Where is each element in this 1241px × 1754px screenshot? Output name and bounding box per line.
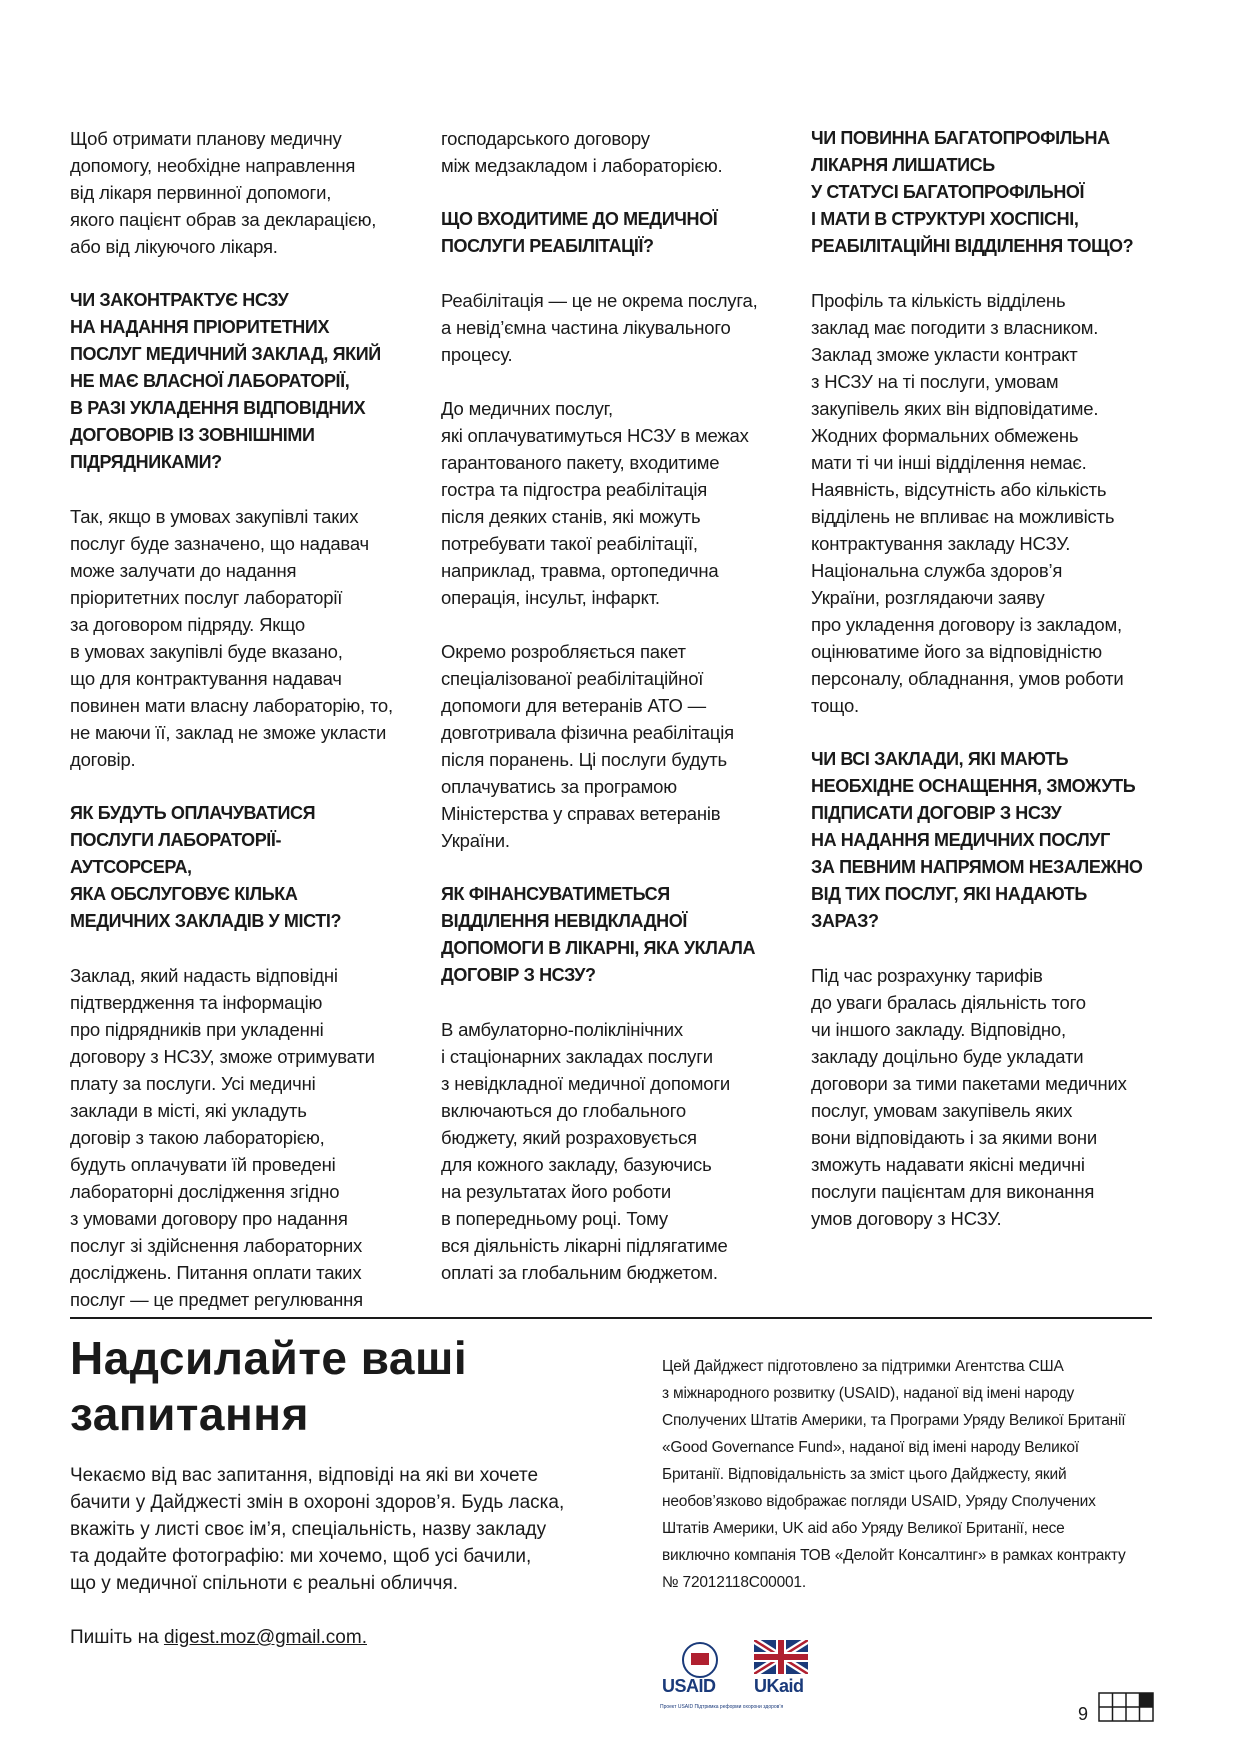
text-line: будуть оплачувати їй проведені bbox=[70, 1154, 336, 1175]
text-line: Сполучених Штатів Америки, та Програми Уряду Великої Британії bbox=[662, 1412, 1126, 1429]
text-line: про укладення договору із закладом, bbox=[811, 614, 1122, 635]
text-line: Наявність, відсутність або кількість bbox=[811, 479, 1107, 500]
text-line: ПОСЛУГИ ЛАБОРАТОРІЇ-АУТСОРСЕРА, bbox=[70, 830, 282, 877]
question-heading bbox=[811, 125, 1156, 260]
text-line: процесу. bbox=[441, 344, 513, 365]
column-3 bbox=[811, 125, 1156, 1259]
text-line: ЗАРАЗ? bbox=[811, 911, 879, 931]
disclaimer bbox=[662, 1353, 1157, 1596]
text-line: послуг — це предмет регулювання bbox=[70, 1289, 363, 1310]
text-line: пріоритетних послуг лабораторії bbox=[70, 587, 343, 608]
text-line: з міжнародного розвитку (USAID), наданої від імені народу bbox=[662, 1385, 1075, 1402]
text-line: лабораторні дослідження згідно bbox=[70, 1181, 340, 1202]
union-flag-icon bbox=[754, 1640, 808, 1674]
text-line: гарантованого пакету, входитиме bbox=[441, 452, 720, 473]
text-line: плату за послуги. Усі медичні bbox=[70, 1073, 316, 1094]
text-line: на результатах його роботи bbox=[441, 1181, 672, 1202]
text-line: наприклад, травма, ортопедична bbox=[441, 560, 719, 581]
text-line: про підрядників при укладенні bbox=[70, 1019, 324, 1040]
text-line: що для контрактування надавач bbox=[70, 668, 342, 689]
text-line: закладу доцільно буде укладати bbox=[811, 1046, 1084, 1067]
text-line: ПІДРЯДНИКАМИ? bbox=[70, 452, 222, 472]
text-line: мати ті чи інші відділення немає. bbox=[811, 452, 1087, 473]
text-line: «Good Governance Fund», наданої від імені народу Великої bbox=[662, 1439, 1079, 1456]
text-line: гостра та підгостра реабілітація bbox=[441, 479, 708, 500]
text-line: договір з такою лабораторією, bbox=[70, 1127, 325, 1148]
text-line: які оплачуватимуться НСЗУ в межах bbox=[441, 425, 749, 446]
text-line: для кожного закладу, базуючись bbox=[441, 1154, 712, 1175]
question-heading bbox=[70, 287, 400, 476]
usaid-logo-text: USAID bbox=[662, 1676, 716, 1696]
cta-write-line bbox=[70, 1624, 590, 1651]
text-line: ЗА ПЕВНИМ НАПРЯМОМ НЕЗАЛЕЖНО bbox=[811, 857, 1143, 877]
text-line: Цей Дайджест підготовлено за підтримки Агентства США bbox=[662, 1358, 1064, 1375]
sponsor-logos bbox=[660, 1640, 820, 1702]
text-line: Британії. Відповідальність за зміст цього Дайджесту, який bbox=[662, 1466, 1067, 1483]
text-line: НЕ МАЄ ВЛАСНОЇ ЛАБОРАТОРІЇ, bbox=[70, 371, 350, 391]
text-line: І МАТИ В СТРУКТУРІ ХОСПІСНІ, bbox=[811, 209, 1079, 229]
text-line: Чекаємо від вас запитання, відповіді на які ви хочете bbox=[70, 1465, 539, 1486]
column-1 bbox=[70, 125, 400, 1340]
text-line: ЧИ ПОВИННА БАГАТОПРОФІЛЬНА bbox=[811, 128, 1110, 148]
text-line: в умовах закупівлі буде вказано, bbox=[70, 641, 343, 662]
text-line: оплаті за глобальним бюджетом. bbox=[441, 1262, 718, 1283]
text-line: бюджету, який розраховується bbox=[441, 1127, 697, 1148]
ukaid-logo-text: UKaid bbox=[754, 1676, 804, 1696]
text-line: Національна служба здоров’я bbox=[811, 560, 1063, 581]
text-line: НА НАДАННЯ ПРІОРИТЕТНИХ bbox=[70, 317, 330, 337]
text-line: досліджень. Питання оплати таких bbox=[70, 1262, 362, 1283]
text-line: вся діяльність лікарні підлягатиме bbox=[441, 1235, 728, 1256]
text-line: послуг буде зазначено, що надавач bbox=[70, 533, 369, 554]
text-line: України. bbox=[441, 830, 510, 851]
text-line: тощо. bbox=[811, 695, 859, 716]
text-line: підтвердження та інформацію bbox=[70, 992, 323, 1013]
text-line: послуг, умовам закупівель яких bbox=[811, 1100, 1073, 1121]
text-line: № 72012118C00001. bbox=[662, 1574, 806, 1591]
text-line: допомогу, необхідне направлення bbox=[70, 155, 356, 176]
text-line: ПОСЛУГИ РЕАБІЛІТАЦІЇ? bbox=[441, 236, 654, 256]
usaid-seal-icon bbox=[682, 1642, 718, 1678]
text-line: Під час розрахунку тарифів bbox=[811, 965, 1043, 986]
text-line: Профіль та кількість відділень bbox=[811, 290, 1066, 311]
answer-paragraph bbox=[70, 125, 400, 260]
text-line: послуг зі здійснення лабораторних bbox=[70, 1235, 363, 1256]
text-line: чи іншого закладу. Відповідно, bbox=[811, 1019, 1066, 1040]
text-line: ЧИ ВСІ ЗАКЛАДИ, ЯКІ МАЮТЬ bbox=[811, 749, 1069, 769]
text-line: або від лікуючого лікаря. bbox=[70, 236, 278, 257]
column-2 bbox=[441, 125, 771, 1313]
question-heading bbox=[811, 746, 1156, 935]
text-line: з НСЗУ на ті послуги, умовам bbox=[811, 371, 1059, 392]
text-line: ВІДДІЛЕННЯ НЕВІДКЛАДНОЇ bbox=[441, 911, 687, 931]
logo-caption: Проект USAID Підтримка реформи охорони здоров’я bbox=[660, 1704, 784, 1710]
text-line: ЯК ФІНАНСУВАТИМЕТЬСЯ bbox=[441, 884, 670, 904]
text-line: Заклад зможе укласти контракт bbox=[811, 344, 1078, 365]
text-line: оплачуватись за програмою bbox=[441, 776, 677, 797]
text-line: МЕДИЧНИХ ЗАКЛАДІВ У МІСТІ? bbox=[70, 911, 342, 931]
text-line: контрактування закладу НСЗУ. bbox=[811, 533, 1071, 554]
text-line: ЩО ВХОДИТИМЕ ДО МЕДИЧНОЇ bbox=[441, 209, 718, 229]
text-line: ДОПОМОГИ В ЛІКАРНІ, ЯКА УКЛАЛА bbox=[441, 938, 756, 958]
text-line: в попередньому році. Тому bbox=[441, 1208, 668, 1229]
text-line: оцінюватиме його за відповідністю bbox=[811, 641, 1102, 662]
text-line: після поранень. Ці послуги будуть bbox=[441, 749, 727, 770]
answer-paragraph bbox=[441, 638, 771, 854]
text-line: з невідкладної медичної допомоги bbox=[441, 1073, 731, 1094]
cta-title bbox=[70, 1330, 590, 1442]
email-link[interactable]: digest.moz@gmail.com. bbox=[163, 1627, 367, 1648]
page-number: 9 bbox=[1078, 1704, 1089, 1724]
text-line: вкажіть у листі своє ім’я, спеціальність, назву закладу bbox=[70, 1519, 547, 1540]
text-line: заклад має погодити з власником. bbox=[811, 317, 1099, 338]
text-line: що у медичної спільноти є реальні обличчя. bbox=[70, 1573, 459, 1594]
text-line: умов договору з НСЗУ. bbox=[811, 1208, 1002, 1229]
text-line: України, розглядаючи заяву bbox=[811, 587, 1045, 608]
ukaid-logo bbox=[752, 1640, 812, 1698]
text-line: допомоги для ветеранів АТО — bbox=[441, 695, 706, 716]
answer-paragraph bbox=[441, 125, 771, 179]
text-line: повинен мати власну лабораторію, то, bbox=[70, 695, 393, 716]
text-line: після деяких станів, які можуть bbox=[441, 506, 701, 527]
text-line: між медзакладом і лабораторією. bbox=[441, 155, 723, 176]
text-line: операція, інсульт, інфаркт. bbox=[441, 587, 660, 608]
question-heading bbox=[441, 881, 771, 989]
text-line: ЧИ ЗАКОНТРАКТУЄ НСЗУ bbox=[70, 290, 289, 310]
write-prefix: Пишіть на bbox=[70, 1627, 164, 1648]
text-line: потребувати такої реабілітації, bbox=[441, 533, 698, 554]
text-line: господарського договору bbox=[441, 128, 650, 149]
text-line: персоналу, обладнання, умов роботи bbox=[811, 668, 1124, 689]
cta-body bbox=[70, 1462, 590, 1678]
text-line: заклади в місті, які укладуть bbox=[70, 1100, 307, 1121]
text-line: бачити у Дайджесті змін в охороні здоров’я. Будь ласка, bbox=[70, 1492, 565, 1513]
text-line: від лікаря первинної допомоги, bbox=[70, 182, 332, 203]
text-line: ЯКА ОБСЛУГОВУЄ КІЛЬКА bbox=[70, 884, 298, 904]
text-line: закупівель яких він відповідатиме. bbox=[811, 398, 1099, 419]
answer-paragraph bbox=[70, 503, 400, 773]
cta-paragraph bbox=[70, 1462, 590, 1597]
text-line: не маючи її, заклад не зможе укласти bbox=[70, 722, 387, 743]
text-line: ПОСЛУГ МЕДИЧНИЙ ЗАКЛАД, ЯКИЙ bbox=[70, 344, 381, 364]
text-line: Щоб отримати планову медичну bbox=[70, 128, 342, 149]
section-divider bbox=[70, 1317, 1152, 1319]
text-line: ЛІКАРНЯ ЛИШАТИСЬ bbox=[811, 155, 995, 175]
text-line: НА НАДАННЯ МЕДИЧНИХ ПОСЛУГ bbox=[811, 830, 1110, 850]
text-line: послуги пацієнтам для виконання bbox=[811, 1181, 1095, 1202]
text-line: може залучати до надання bbox=[70, 560, 297, 581]
answer-paragraph bbox=[441, 395, 771, 611]
text-line: за договором підряду. Якщо bbox=[70, 614, 306, 635]
text-line: до уваги бралась діяльність того bbox=[811, 992, 1086, 1013]
text-line: необов’язково відображає погляди USAID, Уряду Сполучених bbox=[662, 1493, 1096, 1510]
text-line: виключно компанія ТОВ «Делойт Консалтинг» в рамках контракту bbox=[662, 1547, 1126, 1564]
text-line: договір. bbox=[70, 749, 136, 770]
text-line: В РАЗІ УКЛАДЕННЯ ВІДПОВІДНИХ bbox=[70, 398, 366, 418]
text-line: НЕОБХІДНЕ ОСНАЩЕННЯ, ЗМОЖУТЬ bbox=[811, 776, 1136, 796]
page-grid-icon bbox=[1098, 1692, 1154, 1722]
text-line: і стаціонарних закладах послуги bbox=[441, 1046, 713, 1067]
text-line: довготривала фізична реабілітація bbox=[441, 722, 734, 743]
text-line: ВІД ТИХ ПОСЛУГ, ЯКІ НАДАЮТЬ bbox=[811, 884, 1087, 904]
answer-paragraph bbox=[441, 1016, 771, 1286]
cta-title-line-1: Надсилайте ваші bbox=[70, 1332, 468, 1384]
text-line: У СТАТУСІ БАГАТОПРОФІЛЬНОЇ bbox=[811, 182, 1085, 202]
text-line: включаються до глобального bbox=[441, 1100, 686, 1121]
text-line: Штатів Америки, UK aid або Уряду Великої Британії, несе bbox=[662, 1520, 1065, 1537]
text-line: відділень не впливає на можливість bbox=[811, 506, 1115, 527]
text-line: Міністерства у справах ветеранів bbox=[441, 803, 721, 824]
answer-paragraph bbox=[811, 287, 1156, 719]
text-line: РЕАБІЛІТАЦІЙНІ ВІДДІЛЕННЯ ТОЩО? bbox=[811, 236, 1134, 256]
text-line: В амбулаторно-поліклінічних bbox=[441, 1019, 683, 1040]
text-line: Жодних формальних обмежень bbox=[811, 425, 1079, 446]
text-line: з умовами договору про надання bbox=[70, 1208, 348, 1229]
text-line: вони відповідають і за якими вони bbox=[811, 1127, 1098, 1148]
text-line: ДОГОВОРІВ ІЗ ЗОВНІШНІМИ bbox=[70, 425, 315, 445]
answer-paragraph bbox=[70, 962, 400, 1313]
question-heading bbox=[70, 800, 400, 935]
text-line: Заклад, який надасть відповідні bbox=[70, 965, 338, 986]
text-line: спеціалізованої реабілітаційної bbox=[441, 668, 704, 689]
text-line: договору з НСЗУ, зможе отримувати bbox=[70, 1046, 375, 1067]
text-line: зможуть надавати якісні медичні bbox=[811, 1154, 1085, 1175]
text-line: ПІДПИСАТИ ДОГОВІР З НСЗУ bbox=[811, 803, 1062, 823]
text-line: договори за тими пакетами медичних bbox=[811, 1073, 1127, 1094]
answer-paragraph bbox=[811, 962, 1156, 1232]
text-line: ЯК БУДУТЬ ОПЛАЧУВАТИСЯ bbox=[70, 803, 316, 823]
text-line: До медичних послуг, bbox=[441, 398, 613, 419]
text-line: та додайте фотографію: ми хочемо, щоб усі бачили, bbox=[70, 1546, 532, 1567]
question-heading bbox=[441, 206, 771, 260]
text-line: якого пацієнт обрав за декларацією, bbox=[70, 209, 377, 230]
text-line: Окремо розробляється пакет bbox=[441, 641, 686, 662]
usaid-logo bbox=[660, 1640, 740, 1698]
text-line: Так, якщо в умовах закупівлі таких bbox=[70, 506, 359, 527]
answer-paragraph bbox=[441, 287, 771, 368]
text-line: Реабілітація — це не окрема послуга, bbox=[441, 290, 758, 311]
text-line: ДОГОВІР З НСЗУ? bbox=[441, 965, 596, 985]
cta-title-line-2: запитання bbox=[70, 1388, 309, 1440]
text-line: а невід’ємна частина лікувального bbox=[441, 317, 731, 338]
